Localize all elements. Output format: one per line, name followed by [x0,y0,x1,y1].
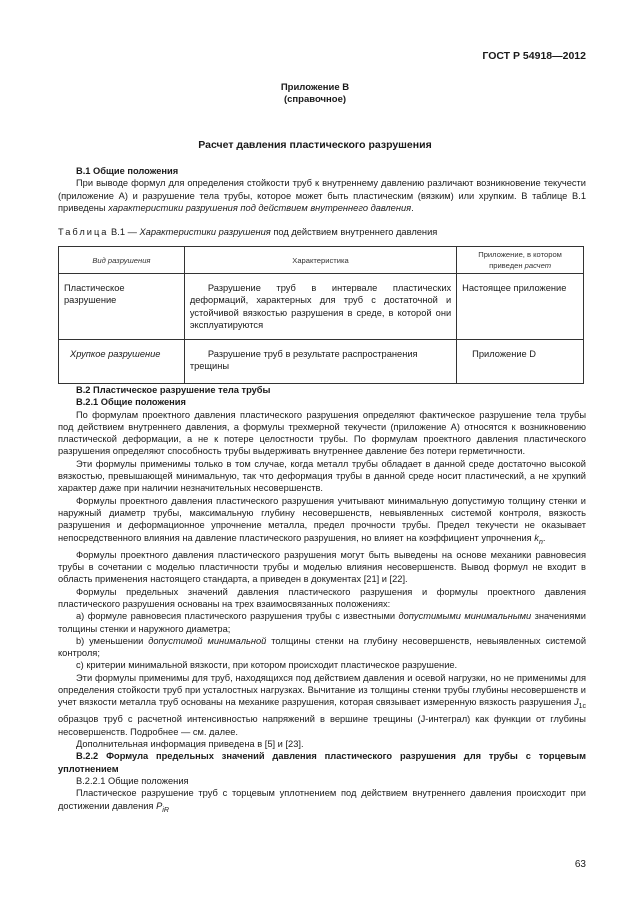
annex-heading [0,82,630,106]
text-run: a) формуле равновесия пластического разрушения трубы с известными [76,611,399,622]
table-header-characteristic: Характеристика [184,247,456,274]
list-item: c) критерии минимальной вязкости, при котором происходит пластическое разрушение. [76,660,458,671]
table-b1 [58,246,584,384]
paragraph [58,787,586,816]
caption-word: Таблица [58,227,109,237]
standard-code: ГОСТ Р 54918—2012 [482,50,586,62]
section-b221-heading: В.2.2.1 Общие положения [76,775,189,786]
section-b1-heading: В.1 Общие положения [76,166,179,176]
table-cell-annex: Настоящее приложение [457,274,584,340]
paragraph: По формулам проектного давления пластического разрушения определяют фактическое разрушение тела трубы под действием внутреннего давления, а формулы трехмерной текучести (приложение А) относятся к возникновению пластической деформации, а не к потере целостности трубы. По формулам проектного давления пластического разрушения определяют способность трубы выдерживать внутреннее давление без потери герметичности. [58,409,586,457]
subscript: 1c [578,703,586,711]
table-cell-type: Хрупкое разрушение [59,340,185,384]
symbol-p: P [156,800,163,811]
paragraph: Дополнительная информация приведена в [5] и [23]. [76,739,304,750]
text-run-italic: допустимыми минимальными [398,611,532,622]
text-run: значениями толщины стенки и наружного диаметра; [58,611,586,634]
list-item [58,610,586,635]
symbol-j: J [573,697,579,708]
table-cell-desc: Разрушение труб в результате распространения трещины [184,340,456,384]
text-run: Формулы проектного давления пластического разрушения учитывают минимальную допустимую толщину стенки и наружный диаметр трубы, максимальную глубину несовершенств, невыявленных системой контроля, вязкость разрушения и деформационное упрочнение металла, предел прочности трубы. Предел текучести не оказывает непосредственного влияния на давление пластического разрушения, но влияет на коэффициент упрочнения [58,495,586,543]
text-run: образцов труб с расчетной интенсивностью напряжений в вершине трещины (J-интеграл) как функции от глубины несовершенств. Подробнее — см. далее. [58,714,586,737]
section-b1-paragraph [58,177,586,214]
paragraph [58,672,586,738]
text-run: При выводе формул для определения стойкости труб к внутреннему давлению различают возникновение текучести (приложение А) и разрушение тела трубы, которое может быть пластическим (вязким) или хрупким. В таблице В.1 приведены [58,178,586,213]
annex-subtitle: (справочное) [283,94,347,105]
main-title: Расчет давления пластического разрушения [198,139,432,151]
table-cell-desc: Разрушение труб в интервале пластических деформаций, характерных для труб с достаточной и устойчивой вязкостью разрушения в среде, в которой они эксплуатируются [184,274,456,340]
section-b1 [58,165,586,214]
table-header-annex [457,247,584,274]
text-run-italic: расчет [524,261,552,270]
table-row [59,340,584,384]
table-header-row [59,247,584,274]
text-run: . [411,202,414,213]
caption-italic: Характеристики разрушения [139,227,271,237]
section-b21-heading: В.2.1 Общие положения [76,397,186,408]
caption-rest: под действием внутреннего давления [270,227,438,237]
list-item [58,635,586,660]
text-run: . [542,532,546,543]
text-run: Приложение, в котором приведен [478,250,562,270]
text-run-italic: характеристики разрушения под действием внутреннего давления [108,202,412,213]
subscript: iR [162,806,169,814]
table-cell-type: Пластическое разрушение [59,274,185,340]
symbol-k: k [534,532,539,543]
table-cell-annex: Приложение D [457,340,584,384]
paragraph: Формулы предельных значений давления пластического разрушения и формулы проектного давления пластического разрушения основаны на трех взаимосвязанных положениях: [58,586,586,609]
section-b2 [58,384,586,817]
text-run: Эти формулы применимы для труб, находящихся под действием давления и осевой нагрузки, но не применимы для определения стойкости труб при усталостных нагрузках. Вычитание из толщины стенки трубы глубины несовершенств и учет вязкости металла труб основаны на механике разрушения, которая связывает измеренную вязкость разрушения [58,672,586,708]
paragraph: Эти формулы применимы только в том случае, когда металл трубы обладает в данной среде достаточно высокой вязкостью, превышающей минимальную, так что деформация трубы в данной среде носит пластический, а не хрупкий характер даже при наличии незначительных несовершенств. [58,458,586,494]
table-row [59,274,584,340]
section-b2-heading: В.2 Пластическое разрушение тела трубы [76,385,271,395]
annex-title: Приложение В [280,82,350,93]
caption-number: В.1 — [108,227,140,237]
table-caption [58,226,586,238]
text-run: Пластическое разрушение труб с торцевым уплотнением под действием внутреннего давления происходит при достижении давления [58,788,586,811]
text-run: толщины стенки на глубину несовершенств, невыявленных системой контроля; [58,635,587,659]
section-b22-heading: В.2.2 Формула предельных значений давления пластического разрушения для трубы с торцевым уплотнением [58,751,586,774]
subscript: n [538,538,543,546]
paragraph: Формулы проектного давления пластического разрушения могут быть выведены на основе механики равновесия трубы в сочетании с моделью пластичности трубы и моделью влияния несовершенств. Вывод формул не входит в область применения настоящего стандарта, а приведен в документах [21] и [22]. [58,549,586,585]
page-number: 63 [574,859,586,870]
paragraph [58,495,586,549]
table-header-type: Вид разрушения [59,247,185,274]
text-run: b) уменьшении [76,635,149,646]
text-run-italic: допустимой минимальной [148,635,267,646]
